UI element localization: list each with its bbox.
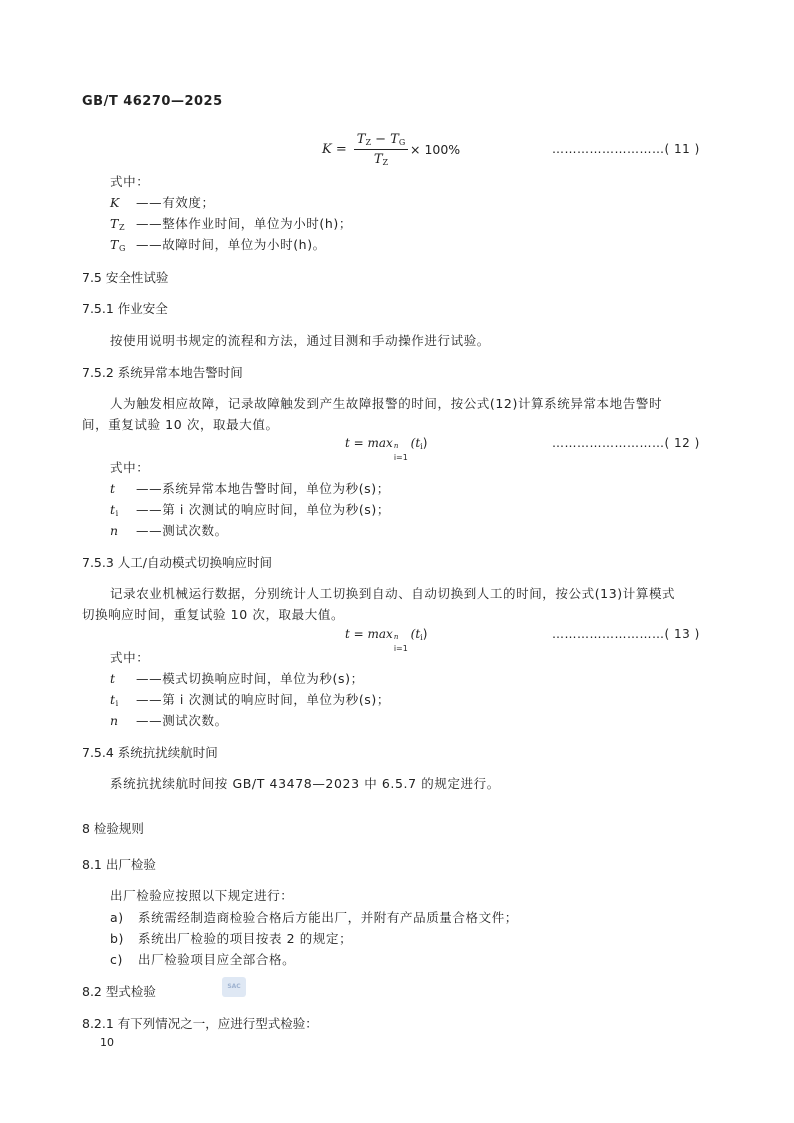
definition-ti-13: $t_i$ ——第 i 次测试的响应时间，单位为秒(s)； xyxy=(110,692,390,708)
section-7-5-3-text-line1: 记录农业机械运行数据，分别统计人工切换到自动、自动切换到人工的时间，按公式(13)计算模式 xyxy=(110,586,676,601)
definition-t-12: t ——系统异常本地告警时间，单位为秒(s)； xyxy=(110,481,390,496)
list-item-a: a) 系统需经制造商检验合格后方能出厂，并附有产品质量合格文件； xyxy=(110,910,518,925)
definition-ti-12: $t_i$ ——第 i 次测试的响应时间，单位为秒(s)； xyxy=(110,502,390,518)
where-label-13: 式中： xyxy=(110,650,150,665)
standard-header: GB/T 46270—2025 xyxy=(82,94,223,109)
definition-tz: $T_Z$ ——整体作业时间，单位为小时(h)； xyxy=(110,216,352,232)
section-7-5-2-text-line2: 间，重复试验 10 次，取最大值。 xyxy=(82,417,279,432)
list-item-c: c) 出厂检验项目应全部合格。 xyxy=(110,952,296,967)
eq12-number: ………………………( 12 ) xyxy=(552,436,700,450)
section-8-2-1-heading: 8.2.1 有下列情况之一，应进行型式检验： xyxy=(82,1016,318,1031)
where-label-12: 式中： xyxy=(110,460,150,475)
eq11-number: ………………………( 11 ) xyxy=(552,142,700,156)
section-7-5-heading: 7.5 安全性试验 xyxy=(82,270,169,285)
section-7-5-4-text: 系统抗扰续航时间按 GB/T 43478—2023 中 6.5.7 的规定进行。 xyxy=(110,776,500,791)
definition-n-13: n ——测试次数。 xyxy=(110,713,228,728)
eq12-formula: t = max n i=1 $(t_i)$ xyxy=(345,436,428,462)
definition-tg: $T_G$ ——故障时间，单位为小时(h)。 xyxy=(110,237,326,253)
section-8-1-heading: 8.1 出厂检验 xyxy=(82,857,156,872)
section-7-5-1-heading: 7.5.1 作业安全 xyxy=(82,301,168,316)
eq11-fraction: $T_Z - T_G$ $T_Z$ xyxy=(354,132,408,167)
eq13-formula: t = max n i=1 $(t_i)$ xyxy=(345,627,428,653)
section-8-2-heading: 8.2 型式检验 xyxy=(82,984,156,999)
definition-k: K ——有效度； xyxy=(110,195,215,210)
page-number: 10 xyxy=(100,1036,114,1049)
section-7-5-4-heading: 7.5.4 系统抗扰续航时间 xyxy=(82,745,218,760)
eq13-number: ………………………( 13 ) xyxy=(552,627,700,641)
list-item-b: b) 系统出厂检验的项目按表 2 的规定； xyxy=(110,931,353,946)
section-7-5-1-text: 按使用说明书规定的流程和方法，通过目测和手动操作进行试验。 xyxy=(110,333,490,348)
where-label-11: 式中： xyxy=(110,174,150,189)
eq11-lhs: K = xyxy=(322,142,347,157)
section-7-5-3-heading: 7.5.3 人工/自动模式切换响应时间 xyxy=(82,555,272,570)
section-7-5-2-heading: 7.5.2 系统异常本地告警时间 xyxy=(82,365,243,380)
section-7-5-3-text-line2: 切换响应时间，重复试验 10 次，取最大值。 xyxy=(82,607,345,622)
eq11-rhs: × 100% xyxy=(410,142,461,157)
section-7-5-2-text-line1: 人为触发相应故障，记录故障触发到产生故障报警的时间，按公式(12)计算系统异常本地告警时 xyxy=(110,396,663,411)
definition-t-13: t ——模式切换响应时间，单位为秒(s)； xyxy=(110,671,364,686)
sac-watermark-logo: SAC xyxy=(222,977,246,997)
section-8-heading: 8 检验规则 xyxy=(82,821,144,836)
definition-n-12: n ——测试次数。 xyxy=(110,523,228,538)
section-8-1-text: 出厂检验应按照以下规定进行： xyxy=(110,888,294,903)
